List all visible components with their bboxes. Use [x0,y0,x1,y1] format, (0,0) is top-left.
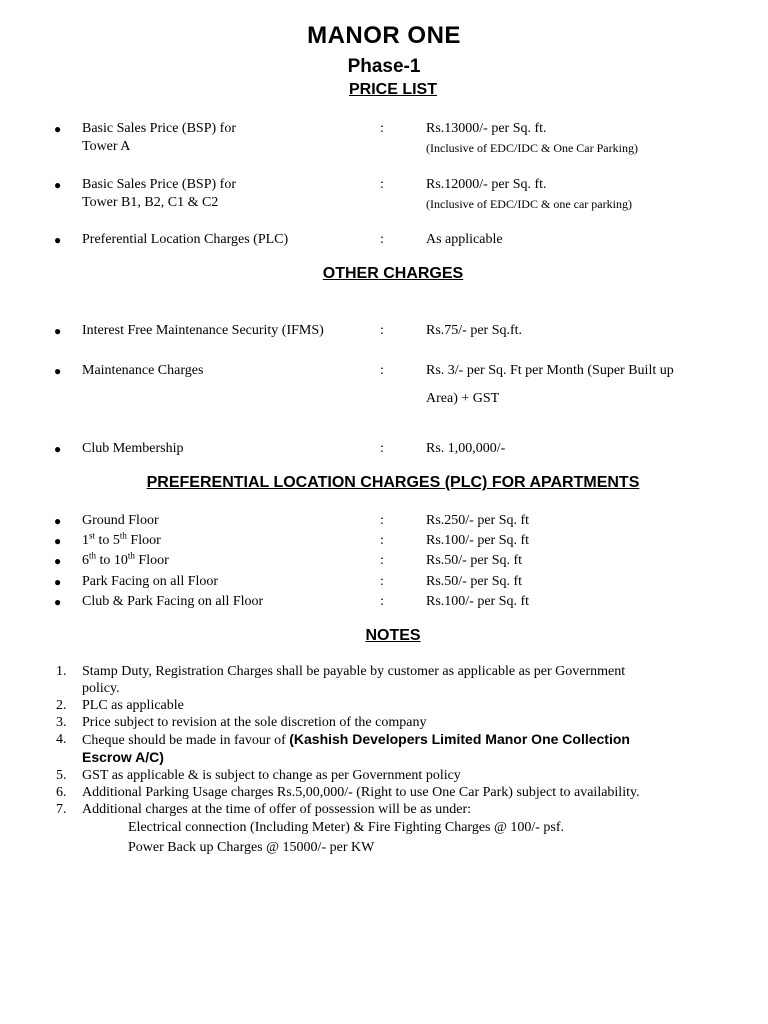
item-label: Club & Park Facing on all Floor [82,594,264,609]
bullet-icon: ● [54,364,62,378]
item-label: Preferential Location Charges (PLC) [82,232,289,247]
separator: : [380,553,384,568]
item-value: Rs.50/- per Sq. ft [426,553,523,568]
item-label-2: Tower B1, B2, C1 & C2 [82,195,219,210]
separator: : [380,594,384,609]
note-item: 4. Cheque should be made in favour of (Kashish Developers Limited Manor One Collection Escrow A/C) [56,731,630,765]
bullet-icon: ● [54,595,62,609]
item-label: Basic Sales Price (BSP) for [82,177,236,192]
item-label: Park Facing on all Floor [82,574,219,589]
bullet-icon: ● [54,534,62,548]
separator: : [380,363,384,378]
payee-name-2: Escrow A/C) [82,749,164,765]
bullet-icon: ● [54,575,62,589]
separator: : [380,232,384,247]
note-item: 5. GST as applicable & is subject to change as per Government policy [56,768,461,783]
item-value: Rs.100/- per Sq. ft [426,533,530,548]
separator: : [380,177,384,192]
item-label: Basic Sales Price (BSP) for [82,121,236,136]
note-item: 2. PLC as applicable [56,698,184,713]
phase-title: Phase-1 [347,56,421,77]
other-charges-heading: OTHER CHARGES [322,265,464,282]
item-label: 1st to 5th Floor [82,530,161,548]
separator: : [380,323,384,338]
plc-heading: PREFERENTIAL LOCATION CHARGES (PLC) FOR APARTMENTS [146,474,640,491]
bullet-icon: ● [54,442,62,456]
item-value: Rs.100/- per Sq. ft [426,594,530,609]
item-value: Rs.13000/- per Sq. ft. [426,121,547,136]
item-value: Rs. 3/- per Sq. Ft per Month (Super Built up [426,363,674,378]
separator: : [380,121,384,136]
bullet-icon: ● [54,233,62,247]
item-value: As applicable [426,232,503,247]
note-item: 3. Price subject to revision at the sole discretion of the company [56,715,427,730]
item-label-2: Tower A [82,139,131,154]
price-list-heading: PRICE LIST [348,81,437,98]
note-item: 6. Additional Parking Usage charges Rs.5,00,000/- (Right to use One Car Park) subject to availability. [56,785,640,800]
notes-list [0,663,768,858]
item-value-2: Area) + GST [426,391,500,406]
item-label: 6th to 10th Floor [82,550,169,568]
bullet-icon: ● [54,122,62,136]
item-value: Rs. 1,00,000/- [426,441,506,456]
separator: : [380,513,384,528]
bullet-icon: ● [54,554,62,568]
note-item: 7. Additional charges at the time of offer of possession will be as under: [56,802,472,817]
page-title: MANOR ONE [307,22,461,49]
note-sub-item: Power Back up Charges @ 15000/- per KW [128,840,375,855]
bullet-icon: ● [54,178,62,192]
bullet-icon: ● [54,514,62,528]
item-value: Rs.75/- per Sq.ft. [426,323,523,338]
notes-heading: NOTES [365,627,421,644]
item-label: Maintenance Charges [82,363,204,378]
note-sub-item: Electrical connection (Including Meter) & Fire Fighting Charges @ 100/- psf. [128,820,565,835]
bullet-icon: ● [54,324,62,338]
item-note: (Inclusive of EDC/IDC & One Car Parking) [426,141,638,155]
item-value: Rs.50/- per Sq. ft [426,574,523,589]
separator: : [380,574,384,589]
separator: : [380,441,384,456]
payee-name: (Kashish Developers Limited Manor One Collection [289,731,630,747]
item-value: Rs.12000/- per Sq. ft. [426,177,547,192]
note-item: 1. Stamp Duty, Registration Charges shall be payable by customer as applicable as per Government policy. [56,664,626,696]
item-value: Rs.250/- per Sq. ft [426,513,530,528]
item-note: (Inclusive of EDC/IDC & one car parking) [426,197,632,211]
item-label: Interest Free Maintenance Security (IFMS) [82,323,324,338]
separator: : [380,533,384,548]
item-label: Ground Floor [82,513,159,528]
item-label: Club Membership [82,441,184,456]
